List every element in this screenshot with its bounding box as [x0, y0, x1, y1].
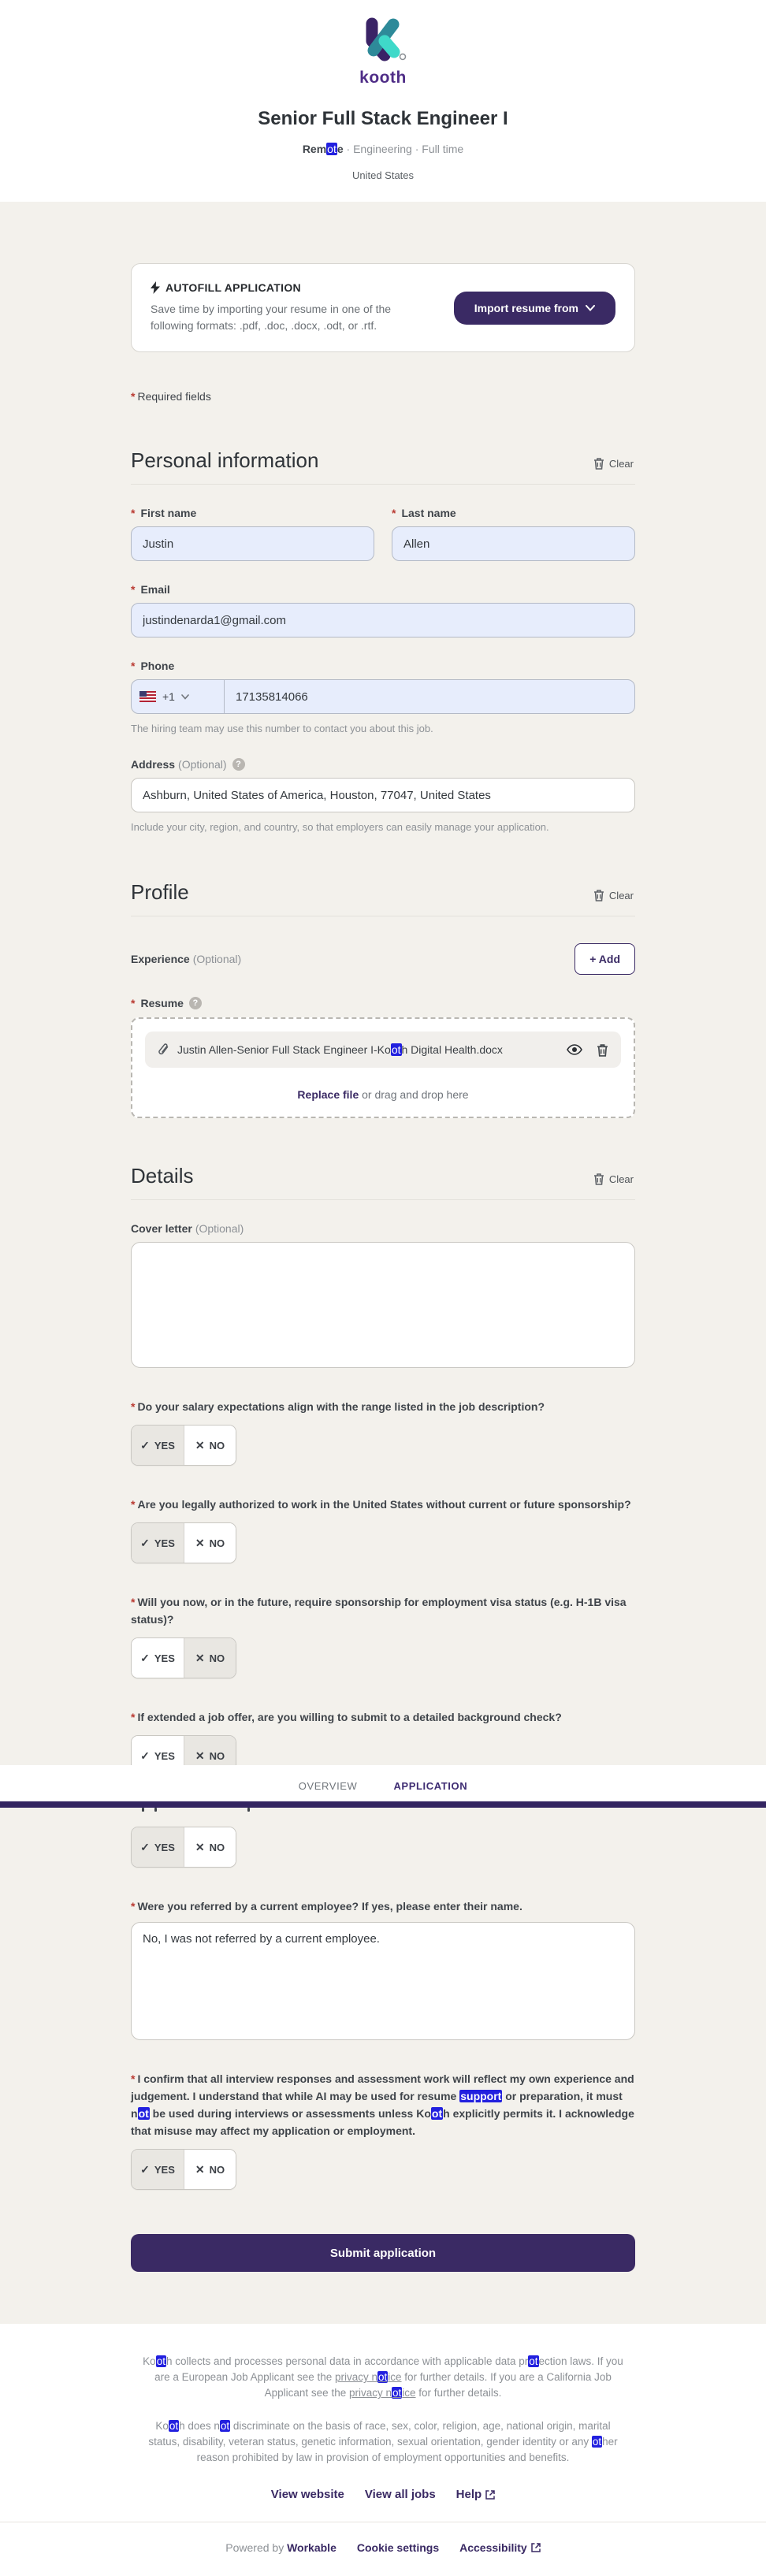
- powered-by-prefix: Powered by: [225, 2541, 284, 2554]
- details-header: [131, 1164, 635, 1200]
- footer-bottom-bar: [0, 2541, 766, 2554]
- cross-icon: ✕: [195, 1840, 205, 1853]
- meta-rest: · Engineering · Full time: [343, 143, 464, 155]
- preview-resume-button[interactable]: [567, 1044, 582, 1055]
- obscured-yes-no-toggle: [131, 1827, 236, 1868]
- application-form: [0, 202, 766, 2324]
- find-highlight: ot: [138, 2107, 149, 2120]
- powered-by: [225, 2541, 337, 2554]
- resume-file-row: [145, 1032, 621, 1068]
- last-name-label: [392, 507, 635, 519]
- sponsorship-yes-no-toggle: [131, 1637, 236, 1678]
- cross-icon: ✕: [195, 1749, 205, 1762]
- yes-label: YES: [154, 1537, 175, 1549]
- kooth-logo-icon: [349, 17, 417, 63]
- question-background-text: [131, 1708, 635, 1726]
- address-label: [131, 758, 635, 771]
- no-option[interactable]: [184, 1638, 236, 1678]
- email-label-text: Email: [140, 583, 170, 596]
- accessibility-label: Accessibility: [459, 2541, 527, 2554]
- kooth-wordmark: kooth: [359, 69, 407, 87]
- footer-text: Ko: [155, 2420, 169, 2432]
- trash-icon: [593, 889, 604, 901]
- phone-field: [131, 679, 635, 714]
- job-header: [0, 0, 766, 202]
- required-asterisk: *: [131, 1498, 136, 1511]
- find-highlight: ot: [431, 2107, 443, 2120]
- experience-optional-text: (Optional): [192, 953, 242, 965]
- resume-file-name: [177, 1043, 559, 1056]
- check-icon: ✓: [140, 1840, 150, 1853]
- clear-label: Clear: [608, 457, 634, 470]
- find-highlight: ot: [156, 2355, 165, 2367]
- find-highlight: ot: [378, 2371, 388, 2383]
- footer-text: for further details.: [415, 2387, 502, 2399]
- resume-label: [131, 997, 635, 1009]
- profile-clear-button[interactable]: [593, 889, 635, 905]
- check-icon: ✓: [140, 1438, 150, 1452]
- autofill-description: Save time by importing your resume in one of the following formats: .pdf, .doc, .docx, .odt, or .rtf.: [151, 303, 392, 332]
- country-code-select[interactable]: [132, 680, 225, 713]
- find-highlight: ot: [220, 2420, 230, 2432]
- view-website-link[interactable]: View website: [270, 2488, 344, 2501]
- last-name-label-text: Last name: [401, 507, 456, 519]
- meta-remote-end: e: [337, 143, 344, 155]
- eye-icon: [567, 1044, 582, 1055]
- footer-text: h collects and processes personal data in accordance with applicable data pr: [165, 2355, 529, 2367]
- help-label: Help: [456, 2488, 482, 2501]
- address-optional-text: (Optional): [178, 758, 227, 771]
- question-referred: [131, 1898, 635, 2040]
- find-highlight: support: [460, 2090, 502, 2102]
- drag-drop-text: or drag and drop here: [359, 1088, 469, 1101]
- no-option[interactable]: [184, 2150, 236, 2189]
- clear-label: Clear: [608, 889, 634, 901]
- question-ai-text: [131, 2070, 635, 2139]
- check-icon: ✓: [140, 1651, 150, 1664]
- footer-text: ection laws. If you are a European Job Applicant see the: [154, 2355, 623, 2383]
- address-label-text: Address: [131, 758, 176, 771]
- cross-icon: ✕: [195, 2162, 205, 2176]
- autofill-card: [131, 263, 635, 352]
- lightning-bolt-icon: [151, 281, 160, 294]
- question-obscured: [131, 1817, 635, 1868]
- trash-icon: [593, 1173, 604, 1185]
- required-asterisk: *: [131, 1400, 136, 1413]
- no-label: NO: [209, 1749, 225, 1762]
- question-sponsorship: [131, 1593, 635, 1678]
- footer-text: discriminate on the basis of race, sex, color, religion, age, national origin, marital status, disability, veteran status, genetic information, sexual orientation, gender identity or any: [148, 2420, 611, 2448]
- check-icon: ✓: [140, 1749, 150, 1762]
- question-salary: [131, 1398, 635, 1466]
- referred-textarea[interactable]: [131, 1922, 635, 2040]
- add-experience-button[interactable]: + Add: [574, 943, 635, 975]
- required-fields-note: [131, 390, 635, 403]
- email-label: [131, 583, 635, 596]
- us-flag-icon: [139, 691, 156, 702]
- replace-file-link[interactable]: Replace file: [297, 1088, 359, 1101]
- check-icon: ✓: [140, 2162, 150, 2176]
- required-asterisk: *: [131, 390, 136, 403]
- required-asterisk: *: [131, 997, 136, 1009]
- import-resume-label: Import resume from: [474, 301, 578, 314]
- details-title: Details: [131, 1164, 194, 1188]
- cross-icon: ✕: [195, 1438, 205, 1452]
- view-all-jobs-link[interactable]: View all jobs: [364, 2488, 436, 2501]
- job-meta: [0, 143, 766, 155]
- yes-option[interactable]: [132, 1638, 184, 1678]
- tab-application[interactable]: APPLICATION: [389, 1779, 472, 1793]
- phone-label-text: Phone: [140, 660, 175, 672]
- country-code-value: +1: [162, 690, 175, 703]
- question-text: If extended a job offer, are you willing to submit to a detailed background check?: [137, 1711, 562, 1723]
- cookie-settings-link[interactable]: Cookie settings: [356, 2541, 440, 2554]
- workable-brand-link[interactable]: Workable: [287, 2541, 337, 2554]
- question-text: I confirm that all interview responses and assessment work will reflect my own experience and judgement. I understand that while AI may be used for resume: [131, 2072, 634, 2102]
- yes-label: YES: [154, 1841, 175, 1853]
- address-help-icon[interactable]: ?: [232, 758, 245, 771]
- accessibility-link[interactable]: [459, 2541, 541, 2554]
- delete-resume-button[interactable]: [597, 1043, 608, 1057]
- paperclip-icon: [158, 1043, 169, 1057]
- required-asterisk: *: [131, 1711, 136, 1723]
- link-text: privacy n: [348, 2387, 392, 2399]
- personal-info-header: [131, 448, 635, 485]
- footer-text: her reason prohibited by law in provision of employment opportunities and benefits.: [196, 2436, 618, 2463]
- privacy-paragraph: [139, 2354, 627, 2401]
- submit-application-button[interactable]: Submit application: [131, 2234, 635, 2272]
- cover-letter-label-text: Cover letter: [131, 1222, 192, 1235]
- question-ai-confirm: [131, 2070, 635, 2190]
- profile-title: Profile: [131, 880, 189, 904]
- email-input[interactable]: [131, 603, 635, 637]
- clear-label: Clear: [608, 1173, 634, 1185]
- file-name-part: Justin Allen-Senior Full Stack Engineer I-Ko: [177, 1043, 391, 1056]
- link-text: privacy n: [334, 2371, 378, 2383]
- yes-option[interactable]: [132, 1426, 184, 1465]
- nondiscrimination-paragraph: [139, 2418, 627, 2466]
- phone-helper-text: The hiring team may use this number to contact you about this job.: [131, 723, 433, 734]
- question-salary-text: [131, 1398, 635, 1415]
- personal-clear-button[interactable]: [593, 457, 635, 473]
- question-sponsorship-text: [131, 1593, 635, 1628]
- obscured-question-fragment: [131, 1808, 635, 1814]
- question-text: h explicitly permits it. I acknowledge that misuse may affect my application or employment.: [131, 2107, 634, 2137]
- last-name-input[interactable]: [392, 526, 635, 561]
- find-highlight: ot: [169, 2420, 179, 2432]
- phone-number-input[interactable]: [225, 680, 634, 713]
- profile-header: [131, 880, 635, 916]
- authorized-yes-no-toggle: [131, 1522, 236, 1563]
- import-resume-button[interactable]: [454, 292, 615, 325]
- no-label: NO: [209, 1537, 225, 1549]
- required-asterisk: *: [392, 507, 396, 519]
- required-asterisk: *: [131, 1596, 136, 1608]
- no-option[interactable]: [184, 1426, 236, 1465]
- yes-label: YES: [154, 2163, 175, 2176]
- cross-icon: ✕: [195, 1536, 205, 1549]
- autofill-title: AUTOFILL APPLICATION: [165, 281, 301, 294]
- question-authorized: [131, 1496, 635, 1563]
- no-option[interactable]: [184, 1827, 236, 1867]
- required-asterisk: *: [131, 583, 136, 596]
- question-authorized-text: [131, 1496, 635, 1513]
- yes-option[interactable]: [132, 1827, 184, 1867]
- chevron-down-icon: [181, 694, 189, 700]
- salary-yes-no-toggle: [131, 1425, 236, 1466]
- question-referred-text: [131, 1898, 635, 1915]
- resume-dropzone[interactable]: [131, 1017, 635, 1118]
- personal-info-title: Personal information: [131, 448, 319, 472]
- find-highlight: ot: [327, 143, 337, 155]
- cover-letter-optional-text: (Optional): [195, 1222, 244, 1235]
- question-text: Will you now, or in the future, require sponsorship for employment visa status (e.g. H-1B visa status)?: [131, 1596, 627, 1626]
- required-asterisk: *: [131, 1900, 136, 1912]
- find-highlight: ot: [391, 1043, 401, 1056]
- experience-label: [131, 953, 241, 965]
- trash-icon: [597, 1043, 608, 1057]
- required-fields-text: Required fields: [137, 390, 211, 403]
- link-text: ice: [402, 2387, 416, 2399]
- active-tab-bar: [0, 1801, 766, 1808]
- no-label: NO: [209, 1439, 225, 1452]
- page-title: Senior Full Stack Engineer I: [258, 108, 508, 129]
- kooth-logo: [349, 17, 417, 87]
- footer-text: h does n: [179, 2420, 220, 2432]
- yes-label: YES: [154, 1749, 175, 1762]
- section-tabs-band: [0, 1765, 766, 1808]
- chevron-down-icon: [586, 305, 595, 311]
- footer-text: Ko: [143, 2355, 156, 2367]
- link-text: ice: [388, 2371, 402, 2383]
- question-text: Were you referred by a current employee? If yes, please enter their name.: [137, 1900, 522, 1912]
- first-name-input[interactable]: [131, 526, 374, 561]
- yes-option[interactable]: [132, 2150, 184, 2189]
- footer-links: [0, 2488, 766, 2501]
- cover-letter-textarea[interactable]: [131, 1242, 635, 1368]
- phone-label: [131, 660, 635, 672]
- cover-letter-label: [131, 1222, 635, 1235]
- question-text: Do your salary expectations align with the range listed in the job description?: [137, 1400, 545, 1413]
- ai-yes-no-toggle: [131, 2149, 236, 2190]
- external-link-icon: [531, 2543, 541, 2552]
- experience-label-text: Experience: [131, 953, 190, 965]
- privacy-notice-link-eu[interactable]: [335, 2371, 402, 2383]
- no-label: NO: [209, 2163, 225, 2176]
- footer-text: for further details. If you are a California Job Applicant see the: [264, 2371, 612, 2399]
- question-text: or preparation, it must n: [131, 2090, 623, 2120]
- meta-remote: Rem: [302, 143, 327, 155]
- no-label: NO: [209, 1652, 225, 1664]
- help-link[interactable]: [456, 2488, 496, 2501]
- resume-help-icon[interactable]: ?: [189, 997, 202, 1009]
- trash-icon: [593, 457, 604, 470]
- yes-option[interactable]: [132, 1523, 184, 1563]
- file-name-part: h Digital Health.docx: [401, 1043, 503, 1056]
- required-asterisk: *: [131, 2072, 136, 2085]
- find-highlight: ot: [392, 2387, 402, 2399]
- resume-label-text: Resume: [140, 997, 184, 1009]
- find-highlight: ot: [529, 2355, 538, 2367]
- details-clear-button[interactable]: [593, 1173, 635, 1188]
- no-option[interactable]: [184, 1523, 236, 1563]
- external-link-icon: [485, 2490, 495, 2500]
- yes-label: YES: [154, 1652, 175, 1664]
- privacy-notice-link-ca[interactable]: [349, 2387, 416, 2399]
- no-label: NO: [209, 1841, 225, 1853]
- page-footer: [0, 2324, 766, 2576]
- first-name-label: [131, 507, 374, 519]
- yes-label: YES: [154, 1439, 175, 1452]
- check-icon: ✓: [140, 1536, 150, 1549]
- required-asterisk: *: [131, 660, 136, 672]
- job-location: United States: [351, 169, 415, 181]
- question-text: be used during interviews or assessments unless Ko: [149, 2107, 431, 2120]
- tab-overview[interactable]: OVERVIEW: [294, 1779, 363, 1793]
- first-name-label-text: First name: [140, 507, 197, 519]
- find-highlight: ot: [592, 2436, 602, 2448]
- address-input[interactable]: [131, 778, 635, 812]
- question-text: Are you legally authorized to work in the United States without current or future sponsorship?: [137, 1498, 631, 1511]
- replace-file-text[interactable]: [145, 1088, 621, 1101]
- required-asterisk: *: [131, 507, 136, 519]
- address-helper-text: Include your city, region, and country, so that employers can easily manage your application.: [131, 821, 549, 833]
- cross-icon: ✕: [195, 1651, 205, 1664]
